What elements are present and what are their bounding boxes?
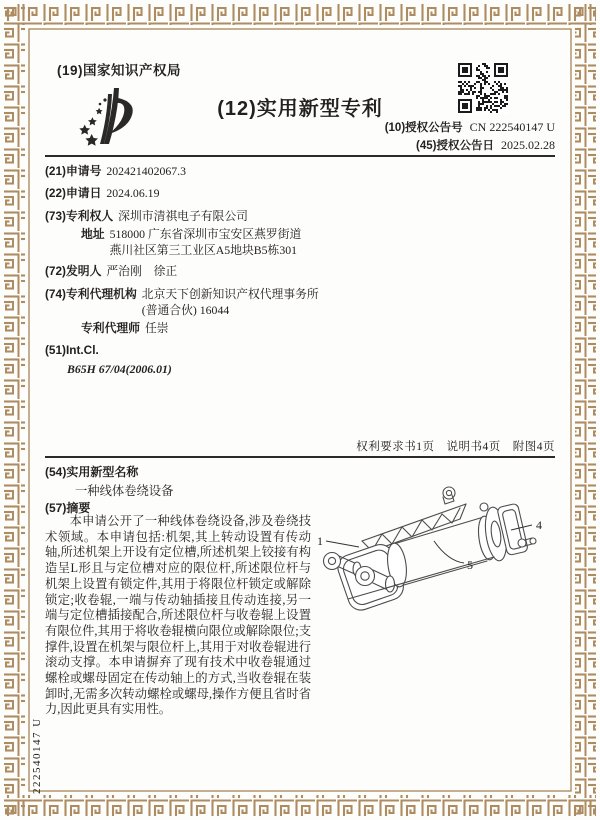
intcl-value-row [67,361,323,377]
pub-date-value: 2025.02.28 [501,138,555,152]
address-value: 518000 广东省深圳市宝安区燕罗街道燕川社区第三工业区A5地块B5栋301 [109,226,302,258]
office-name: (19)国家知识产权局 [57,63,182,78]
patentee-row [45,208,323,224]
app-date-value: 2024.06.19 [106,186,160,201]
intcl-row [45,342,323,358]
abstract-label: (57)摘要 [45,501,91,515]
patentee-value: 深圳市清祺电子有限公司 [118,208,248,223]
app-number-label: (21)申请号 [45,164,102,178]
agent-label: 专利代理师 [81,321,140,336]
doc-type-title: (12)实用新型专利 [217,98,383,120]
qr-code-icon [457,62,509,114]
inventors-value: 严治刚 徐正 [106,264,178,279]
leader-line-1 [326,541,359,547]
leader-line-5 [434,541,464,563]
pub-number-row [385,119,555,135]
address-label: 地址 [81,226,105,241]
inventors-row [45,263,323,279]
figure-label-4: 4 [536,518,542,532]
pub-date-label: (45)授权公告日 [416,140,494,152]
pub-number-value: CN 222540147 U [469,120,555,134]
pub-date-row [416,137,555,153]
address-row [81,226,306,259]
spine-number: 222540147 U [31,717,43,794]
figure-label-5: 5 [467,558,473,572]
agent-row [81,320,323,336]
agent-value: 任崇 [145,321,169,336]
utility-name: 一种线体卷绕设备 [75,484,174,498]
app-number-value: 202421402067.3 [106,164,187,178]
agency-row [45,286,323,319]
patent-figure [312,477,554,649]
agency-value: 北京天下创新知识产权代理事务所(普通合伙) 16044 [141,286,319,317]
abstract-text: 本申请公开了一种线体卷绕设备,涉及卷绕技术领域。本申请包括:机架,其上转动设置有传动轴,所述机架上开设有定位槽,所述机架上铰接有构造呈L形且与定位槽对应的限位杆,所述限位杆与机架上设置有锁定件,其用于将限位杆锁定或解除锁定;收卷辊,一端与传动轴插接且传动连接,另一端与定位槽插接配合,所述限位杆与收卷辊上设置有限位件,其用于将收卷辊横向限位或解除限位;支撑件,设置在机架与限位杆上,其用于对收卷辊进行滚动支撑。本申请摒弃了现有技术中收卷辊通过螺栓或螺母固定在传动轴上的方式,当收卷辊在装卸时,无需多次转动螺栓或螺母,操作方便且省时省力,因此更具有实用性。 [45,514,311,717]
app-number-row [45,163,323,179]
pages-info: 权利要求书1页 说明书4页 附图4页 [356,441,555,453]
biblio-section [45,163,323,377]
app-date-label: (22)申请日 [45,186,102,201]
agency-label: (74)专利代理机构 [45,286,137,301]
section-rule [45,456,555,458]
app-date-row [45,185,323,201]
pub-number-label: (10)授权公告号 [384,122,463,134]
figure-label-1: 1 [317,534,323,548]
intcl-value: B65H 67/04(2006.01) [67,361,172,376]
intcl-label: (51)Int.Cl. [45,343,99,358]
inventors-label: (72)发明人 [45,264,102,279]
patentee-label: (73)专利权人 [45,208,114,223]
utility-name-label: (54)实用新型名称 [45,465,139,479]
header-rule [45,155,555,157]
